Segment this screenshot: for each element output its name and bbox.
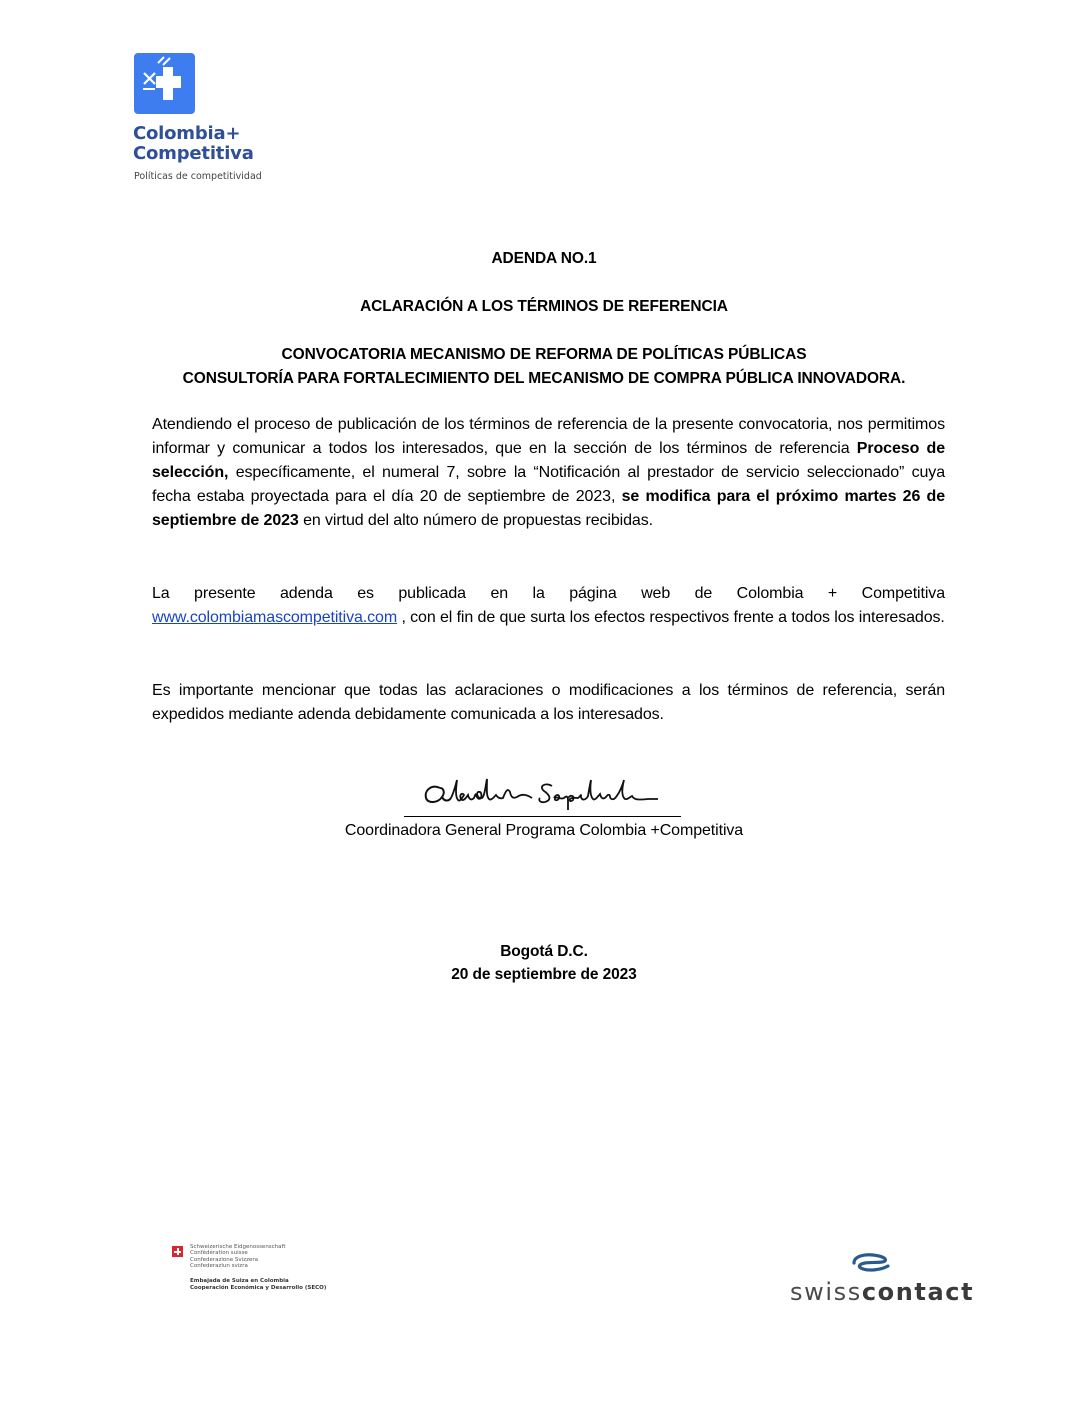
p2-text-a: La presente adenda es publicada en la página web de Colombia + Competitiva — [152, 585, 945, 602]
consultoria-title: CONSULTORÍA PARA FORTALECIMIENTO DEL MECANISMO DE COMPRA PÚBLICA INNOVADORA. — [182, 370, 906, 387]
logo-tagline: Políticas de competitividad — [134, 171, 262, 182]
logo-line2: Competitiva — [133, 143, 254, 164]
p1-bold-modifica: se modifica para el próximo martes 26 de septiembre de 2023 — [152, 488, 945, 529]
p2-text-b: , con el fin de que surta los efectos respectivos frente a todos los interesados. — [397, 609, 945, 626]
colombia-competitiva-logo-icon — [134, 53, 195, 114]
logo-line1: Colombia+ — [133, 123, 241, 144]
swiss-embassy-text — [190, 1278, 326, 1292]
paragraph-3: Es importante mencionar que todas las aclaraciones o modificaciones a los términos de referencia, serán expedidos mediante adenda debidamente comunicada a los interesados. — [152, 682, 945, 723]
swisscontact-swiss: swiss — [790, 1278, 862, 1306]
aclaracion-title: ACLARACIÓN A LOS TÉRMINOS DE REFERENCIA — [360, 298, 728, 315]
place: Bogotá D.C. — [500, 943, 588, 960]
convocatoria-title: CONVOCATORIA MECANISMO DE REFORMA DE POLÍTICAS PÚBLICAS — [281, 346, 807, 363]
p1-text-c: específicamente, el numeral 7, sobre la “Notificación al prestador de servicio seleccionado” cuya fecha estaba proyectada para el día 20 de septiembre de 2023, — [152, 464, 945, 505]
handwritten-signature — [418, 770, 668, 816]
p1-text-a: Atendiendo el proceso de publicación de los términos de referencia de la presente convocatoria, nos permitimos informar y comunicar a todos los interesados, que en la sección de los términos de referencia — [152, 416, 945, 457]
swisscontact-mark-icon — [851, 1252, 891, 1274]
swiss-confederation-names — [190, 1244, 286, 1270]
logo-wordmark — [133, 124, 254, 164]
paragraph-2 — [152, 582, 945, 630]
document-date: 20 de septiembre de 2023 — [451, 966, 637, 983]
swiss-confederation-logo — [168, 1240, 327, 1300]
signatory-role: Coordinadora General Programa Colombia +Competitiva — [344, 822, 744, 839]
swiss-sub-line: Cooperación Económica y Desarrollo (SECO) — [190, 1285, 327, 1291]
paragraph-1 — [152, 413, 945, 533]
swiss-sub-line: Embajada de Suiza en Colombia — [190, 1278, 289, 1284]
adenda-title: ADENDA NO.1 — [491, 250, 597, 267]
signature-line — [404, 816, 681, 817]
p1-text-e: en virtud del alto número de propuestas recibidas. — [298, 512, 653, 529]
swiss-line: Confederaziun svizra — [190, 1263, 248, 1270]
swiss-flag-icon — [172, 1246, 183, 1257]
p1-bold-proceso: Proceso de selección, — [152, 440, 946, 481]
swisscontact-logo — [790, 1278, 974, 1306]
swiss-line: Confédération suisse — [190, 1250, 248, 1257]
swisscontact-contact: contact — [861, 1278, 975, 1306]
swiss-line: Schweizerische Eidgenossenschaft — [190, 1244, 286, 1250]
website-link[interactable]: www.colombiamascompetitiva.com — [152, 609, 398, 626]
swiss-line: Confederazione Svizzera — [190, 1256, 258, 1263]
